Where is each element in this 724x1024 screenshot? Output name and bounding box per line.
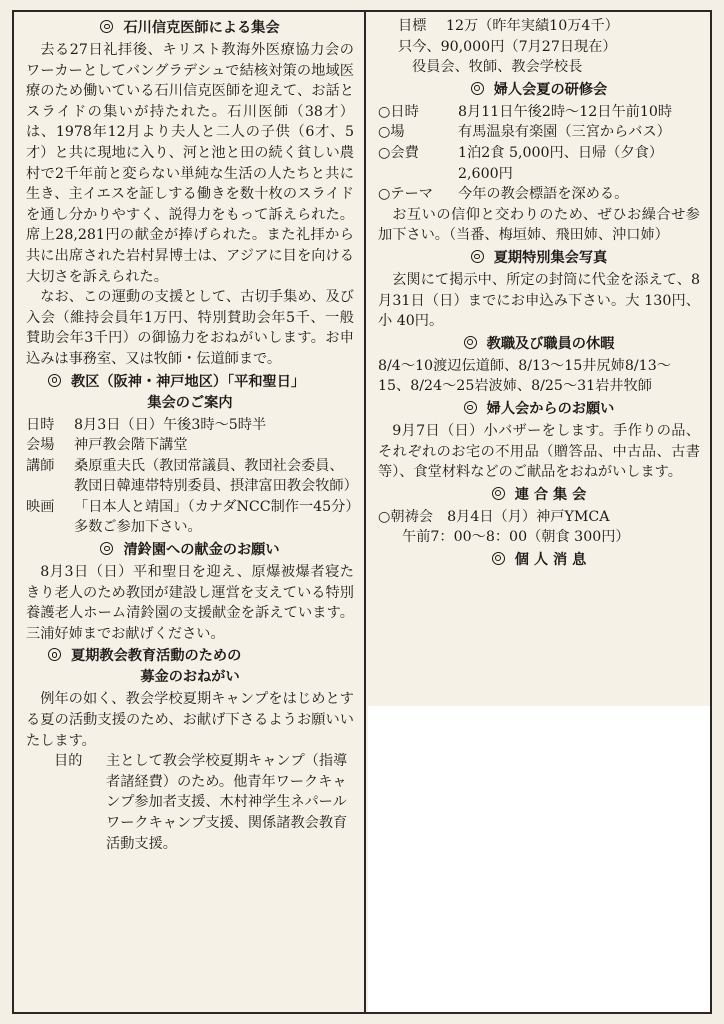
section-heading: 石川信克医師による集会 xyxy=(26,18,354,39)
purpose-text: 主として教会学校夏期キャンプ（指導者諸経費）のため。他青年ワークキャンプ参加者支援、木村神学生ネパールワークキャンプ支援、関係諸教会教育活動支援。 xyxy=(106,753,348,852)
info-label: ○テーマ xyxy=(378,186,433,203)
section-summer-photos xyxy=(378,248,700,332)
section-joint-meeting xyxy=(378,485,700,548)
section-womens-request xyxy=(378,399,700,483)
purpose-label: 目的 xyxy=(54,753,83,770)
double-circle-icon xyxy=(48,374,61,387)
info-label: ○場 xyxy=(378,124,405,141)
info-row xyxy=(26,415,354,436)
double-circle-icon xyxy=(492,552,505,565)
section-heading: 個 人 消 息 xyxy=(378,550,700,571)
info-label: 講師 xyxy=(26,457,55,474)
info-value: 「日本人と靖国」（カナダNCC制作一45分） xyxy=(74,498,360,515)
double-circle-icon xyxy=(100,542,113,555)
article-paragraph: お互いの信仰と交わりのため、ぜひお繰合せ参加下さい。（当番、梅垣姉、飛田姉、沖口姉） xyxy=(378,206,700,244)
section-heading: 婦人会夏の研修会 xyxy=(378,80,700,101)
vacation-schedule: 8/4～10渡辺伝道師、8/13～15井尻姉8/13～15、8/24～25岩波姉、8/25～31岩井牧師 xyxy=(378,357,671,395)
info-row xyxy=(378,102,700,123)
article-paragraph: 玄関にて掲示中、所定の封筒に代金を添えて、8月31日（日）までにお申込み下さい。大 130円、小 40円。 xyxy=(378,271,700,330)
purpose-row xyxy=(26,751,354,854)
article-paragraph: 例年の如く、教会学校夏期キャンプをはじめとする夏の活動支援のため、お献げ下さるようお願いいたします。 xyxy=(26,691,354,749)
section-heading: 婦人会からのお願い xyxy=(378,399,700,420)
section-womens-summer-retreat xyxy=(378,80,700,246)
info-label: ○会費 xyxy=(378,144,419,161)
bulletin-page xyxy=(12,10,712,1014)
double-circle-icon xyxy=(471,82,484,95)
section-heading: 連 合 集 会 xyxy=(378,485,700,506)
goal-value: 12万（昨年実績10万4千） xyxy=(446,18,619,34)
section-personal-news xyxy=(378,550,700,571)
goal-label: 目標 xyxy=(398,18,427,34)
article-paragraph: 9月7日（日）小バザーをします。手作りの品、それぞれのお宅の不用品（贈答品、中古品、古書等）、食堂材料などのご献品をおねがいします。 xyxy=(378,422,700,481)
info-row xyxy=(378,143,700,184)
info-row xyxy=(378,122,700,143)
goal-row xyxy=(378,16,700,37)
info-value: 神戸教会階下講堂 xyxy=(74,437,188,454)
closing-text: 多数ご参加下さい。 xyxy=(74,519,202,536)
section-ishikawa-meeting xyxy=(26,18,354,370)
section-peace-sunday xyxy=(26,372,360,539)
section-subheading: 募金のおねがい xyxy=(140,669,240,686)
section-heading: 教職及び職員の休暇 xyxy=(378,334,700,355)
info-row xyxy=(26,456,358,497)
info-value: 桑原重夫氏（教団常議員、教団社会委員、教団日韓連帯特別委員、摂津富田教会牧師） xyxy=(74,457,358,495)
info-label: 日時 xyxy=(26,416,55,433)
info-value: 今年の教会標語を深める。 xyxy=(458,186,629,203)
info-row xyxy=(378,184,700,205)
info-label: 映画 xyxy=(26,498,55,515)
info-value: 有馬温泉有楽園（三宮からバス） xyxy=(458,124,671,141)
article-paragraph: 8月3日（日）平和聖日を迎え、原爆被爆者寝たきり老人のため教団が建設し運営を支えている特別養護老人ホーム清鈴園の支援献金を訴えています。三浦好姉までお献げください。 xyxy=(26,564,354,642)
section-staff-vacation xyxy=(378,334,700,397)
double-circle-icon xyxy=(464,336,477,349)
info-value: 8月11日午後2時～12日午前10時 xyxy=(458,103,673,120)
double-circle-icon xyxy=(471,250,484,263)
section-fundraising-goal xyxy=(378,16,700,78)
info-label: ○日時 xyxy=(378,103,419,120)
section-heading: 夏期特別集会写真 xyxy=(378,248,700,269)
goal-current: 只今、90,000円（7月27日現在） xyxy=(398,38,617,55)
article-paragraph: 去る27日礼拝後、キリスト教海外医療協力会のワーカーとしてバングラデシュで結核対策の地域医療のため働いている石川信克医師を迎えて、お話とスライドの集いが持たれた。石川医師（38才）は、1978年12月より夫人と二人の子供（6才、5才）と共に現地に入り、河と池と田の続く貧しい農村で2千年前と変らない単純な生活の人たちと共に生き、主イエスを証しする働きを数十枚のスライドを通し分かりやすく、説得力をもって訴えられた。席上28,281円の献金が捧げられた。また礼拝から共に出席された岩村昇博士は、アジアに目を向ける大切さを訴えられた。 xyxy=(26,42,354,285)
section-subheading: 集会のご案内 xyxy=(147,394,233,411)
goal-organizers: 役員会、牧師、教会学校長 xyxy=(412,59,583,76)
section-seireien-donation xyxy=(26,540,354,644)
section-summer-fundraising xyxy=(26,646,354,854)
meeting-line: ○朝祷会 8月4日（月）神戸YMCA xyxy=(378,508,610,525)
blank-area xyxy=(368,706,710,1012)
double-circle-icon xyxy=(492,487,505,500)
info-row xyxy=(26,497,360,518)
section-heading: 清鈴園への献金のお願い xyxy=(26,540,354,561)
info-row xyxy=(26,435,354,456)
info-label: 会場 xyxy=(26,437,55,454)
double-circle-icon xyxy=(464,401,477,414)
info-value: 1泊2食 5,000円、日帰（夕食）2,600円 xyxy=(458,144,664,182)
info-value: 8月3日（日）午後3時～5時半 xyxy=(74,416,267,433)
meeting-line: 午前7：00～8：00（朝食 300円） xyxy=(402,529,630,546)
section-heading: 夏期教会教育活動のための xyxy=(26,646,354,667)
double-circle-icon xyxy=(100,20,113,33)
double-circle-icon xyxy=(48,648,61,661)
left-column xyxy=(14,12,366,1012)
article-paragraph: なお、この運動の支援として、古切手集め、及び入会（維持会員年1万円、特別賛助会年5千、一般賛助会年3千円）の御協力をおねがいします。お申込みは事務室、又は牧師・伝道師まで。 xyxy=(26,289,354,367)
section-heading: 教区（阪神・神戸地区）「平和聖日」 xyxy=(26,372,354,393)
